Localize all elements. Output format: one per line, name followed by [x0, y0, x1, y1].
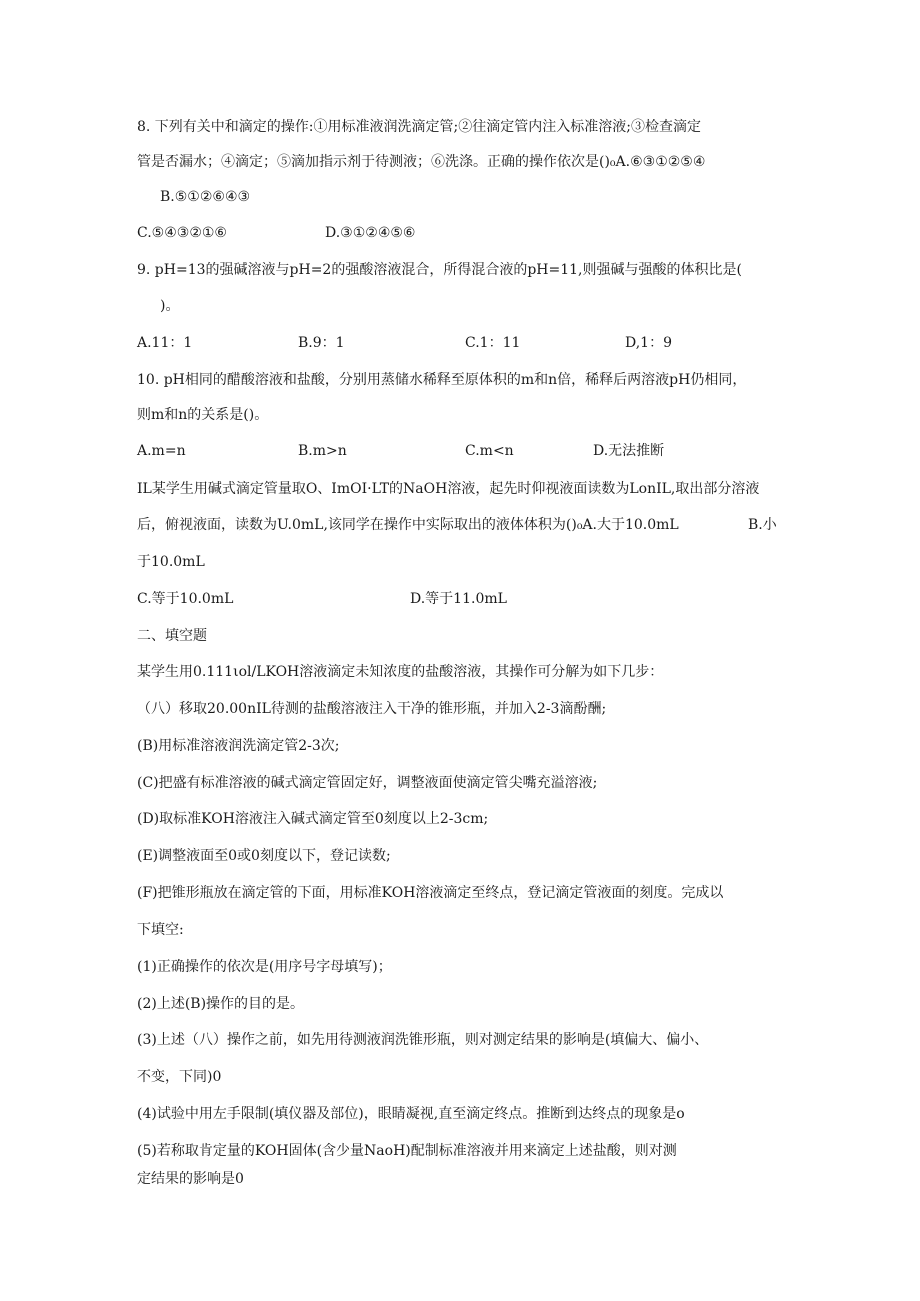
- step-d: (D)取标准KOH溶液注入碱式滴定管至0刻度以上2-3cm;: [137, 811, 489, 827]
- step-c: (C)把盛有标准溶液的碱式滴定管固定好，调整液面使滴定管尖嘴充溢溶液;: [137, 775, 598, 791]
- q11-line3: 于10.0mL: [137, 554, 205, 570]
- q8-line1: 8. 下列有关中和滴定的操作:①用标准液润洗滴定管;②往滴定管内注入标准溶液;③检查滴定: [137, 119, 701, 135]
- q10-option-a: A.m=n: [137, 443, 186, 459]
- step-f-line2: 下填空:: [137, 922, 184, 938]
- q11-line1: IL某学生用碱式滴定管量取O、ImOI·LT的NaOH溶液，起先时仰视液面读数为LonIL,取出部分溶液: [137, 481, 760, 497]
- q9-option-c: C.1：11: [465, 335, 521, 351]
- step-b: (B)用标准溶液润洗滴定管2-3次;: [137, 738, 340, 754]
- question-3-line1: (3)上述（八）操作之前，如先用待测液润洗锥形瓶，则对测定结果的影响是(填偏大、偏小、: [137, 1032, 709, 1048]
- step-e: (E)调整液面至0或0刻度以下，登记读数;: [137, 848, 391, 864]
- step-f-line1: (F)把锥形瓶放在滴定管的下面，用标准KOH溶液滴定至终点，登记滴定管液面的刻度。完成以: [137, 885, 724, 901]
- q9-line1: 9. pH=13的强碱溶液与pH=2的强酸溶液混合，所得混合液的pH=11,则强碱与强酸的体积比是(: [137, 262, 742, 278]
- q11-option-c: C.等于10.0mL: [137, 591, 234, 607]
- q10-option-c: C.m<n: [465, 443, 514, 459]
- q8-option-d: D.③①②④⑤⑥: [325, 225, 416, 241]
- q10-line2: 则m和n的关系是()。: [137, 407, 269, 423]
- q11-line2: 后，俯视液面，读数为U.0mL,该同学在操作中实际取出的液体体积为()₀A.大于10.0mL: [137, 517, 679, 533]
- question-3-line2: 不变，下同)0: [137, 1069, 222, 1085]
- question-4: (4)试验中用左手限制(填仪器及部位)，眼睛凝视,直至滴定终点。推断到达终点的现象是o: [137, 1106, 685, 1122]
- q9-option-b: B.9：1: [298, 335, 345, 351]
- q9-option-a: A.11：1: [137, 335, 193, 351]
- step-a: （八）移取20.00nIL待测的盐酸溶液注入干净的锥形瓶，并加入2-3滴酚酬;: [137, 701, 607, 717]
- q11-option-b: B.小: [748, 517, 777, 533]
- question-5-line1: (5)若称取肯定量的KOH固体(含少量NaoH)配制标准溶液并用来滴定上述盐酸，则对测: [137, 1143, 677, 1159]
- section-heading: 二、填空题: [137, 628, 207, 644]
- section-intro: 某学生用0.111ιol/LKOH溶液滴定未知浓度的盐酸溶液，其操作可分解为如下几步：: [137, 664, 664, 680]
- q10-line1: 10. pH相同的醋酸溶液和盐酸，分别用蒸储水稀释至原体积的m和n倍，稀释后两溶液pH仍相同，: [137, 372, 747, 388]
- question-1: (1)正确操作的依次是(用序号字母填写)；: [137, 959, 392, 975]
- q8-option-b: B.⑤①②⑥④③: [160, 189, 251, 205]
- q8-line2: 管是否漏水；④滴定；⑤滴加指示剂于待测液；⑥洗涤。正确的操作依次是()₀A.⑥③①②⑤④: [137, 154, 706, 170]
- q9-line2: )。: [160, 298, 180, 314]
- question-5-line2: 定结果的影响是0: [137, 1171, 244, 1187]
- q10-option-d: D.无法推断: [593, 443, 665, 459]
- q11-option-d: D.等于11.0mL: [410, 591, 507, 607]
- q8-option-c: C.⑤④③②①⑥: [137, 225, 227, 241]
- q9-option-d: D,1：9: [625, 335, 672, 351]
- q10-option-b: B.m>n: [298, 443, 347, 459]
- question-2: (2)上述(B)操作的目的是。: [137, 996, 305, 1012]
